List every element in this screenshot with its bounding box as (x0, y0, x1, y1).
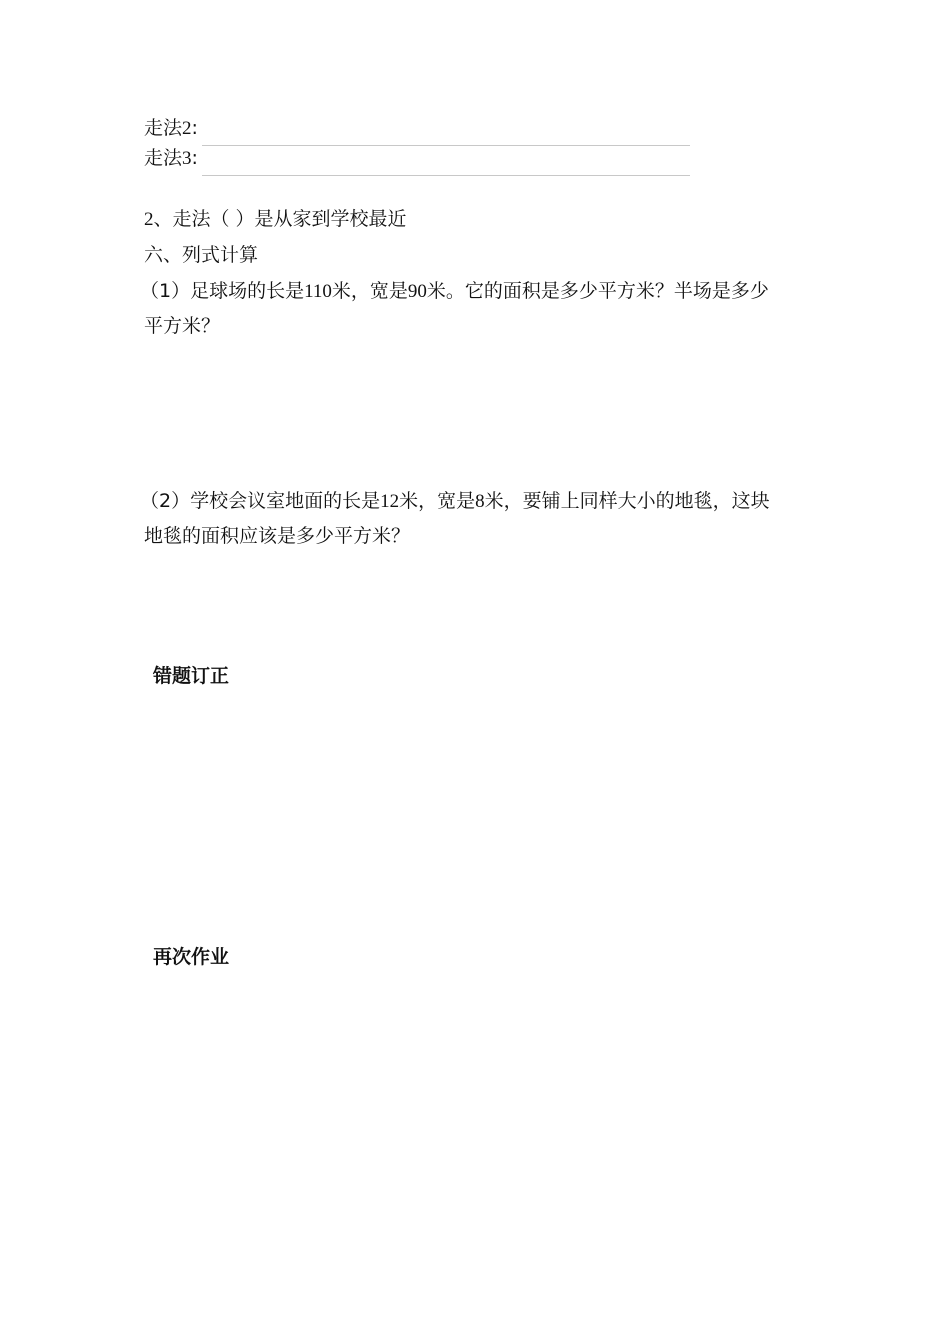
way3-number: 3 (182, 148, 192, 169)
problem1-mid2: 米。它的面积是多少平方米？半场是多少 (426, 280, 769, 302)
redo-heading: 再次作业 (153, 946, 230, 968)
way2-line (144, 115, 198, 142)
problem2-length: 12 (380, 491, 400, 512)
problem1-mid1: 米，宽是 (331, 280, 408, 302)
way2-number: 2 (182, 118, 192, 139)
way2-label: 走法 (144, 117, 183, 139)
question2-line (144, 206, 407, 233)
problem2-prefix: （2）学校会议室地面的长是 (140, 490, 381, 512)
problem1-line1 (140, 278, 769, 305)
problem2-line2: 地毯的面积应该是多少平方米？ (144, 525, 411, 547)
way3-colon: : (191, 147, 198, 169)
correction-heading: 错题订正 (153, 665, 230, 687)
section6-title: 六、列式计算 (144, 244, 259, 266)
problem2-mid1: 米，宽是 (399, 490, 476, 512)
problem1-line2: 平方米？ (144, 315, 221, 337)
problem2-line1 (140, 488, 770, 515)
problem2-mid2: 米，要铺上同样大小的地毯，这块 (484, 490, 770, 512)
way3-line (144, 145, 198, 172)
question2-text: 、走法（ ）是从家到学校最近 (153, 208, 407, 230)
way3-label: 走法 (144, 147, 183, 169)
problem1-length: 110 (304, 281, 332, 302)
problem2-width: 8 (475, 491, 485, 512)
problem1-prefix: （1）足球场的长是 (140, 280, 305, 302)
way2-colon: : (191, 117, 198, 139)
way2-answer-rule[interactable] (202, 145, 690, 146)
way3-answer-rule[interactable] (202, 175, 690, 176)
problem1-width: 90 (407, 281, 427, 302)
question2-number: 2 (144, 209, 154, 230)
